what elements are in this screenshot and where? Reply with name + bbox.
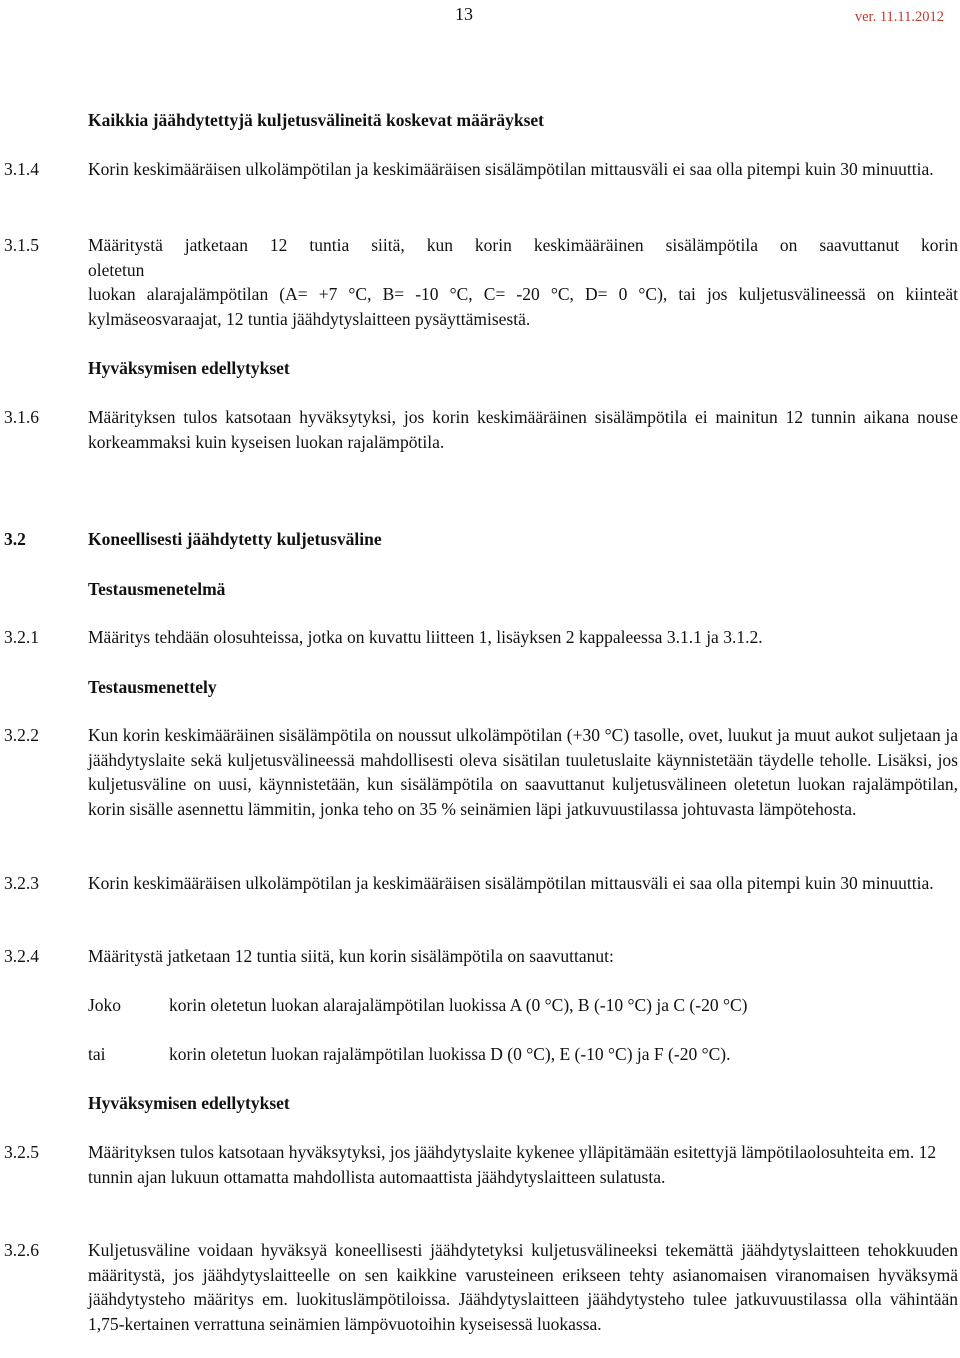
clause-number-3-1-6: 3.1.6 [4, 407, 39, 427]
clause-3-2-3 [88, 871, 958, 896]
version-date: ver. 11.11.2012 [854, 9, 944, 25]
clause-text-line3: luokan alarajalämpötilan (A= +7 °C, B= -10 °C, C= -20 °C, D= 0 °C), tai jos kuljetusvälineessä on kiinteät kylmäseosvaraajat, 12 tuntia jäähdytyslaitteen pysäyttämisestä. [88, 284, 958, 329]
section-title-3-2: Koneellisesti jäähdytetty kuljetusväline [88, 529, 382, 549]
page-number: 13 [455, 4, 473, 24]
acceptance-heading-1: Hyväksymisen edellytykset [88, 358, 290, 378]
clause-number-3-2-1: 3.2.1 [4, 627, 39, 647]
clause-text: Määrityksen tulos katsotaan hyväksytyksi, jos jäähdytyslaite kykenee ylläpitämään esitettyjä lämpötilaolosuhteita em. 12 tunnin ajan lukuun ottamatta mahdollista automaattista jäähdytyslaitteen sulatusta. [88, 1142, 937, 1187]
section-number-3-2: 3.2 [4, 529, 26, 549]
clause-text: Määritys tehdään olosuhteissa, jotka on kuvattu liitteen 1, lisäyksen 2 kappaleessa 3.1.1 ja 3.1.2. [88, 627, 763, 647]
clause-3-1-4 [88, 157, 958, 182]
test-method-heading: Testausmenetelmä [88, 579, 226, 599]
clause-number-3-2-2: 3.2.2 [4, 725, 39, 745]
clause-number-3-2-6: 3.2.6 [4, 1240, 39, 1260]
option-label-joko: Joko [88, 995, 122, 1015]
clause-3-2-1 [88, 625, 958, 650]
clause-text: Kuljetusväline voidaan hyväksyä koneellisesti jäähdytetyksi kuljetusvälineeksi tekemättä jäähdytyslaitteen tehokkuuden määritystä, jos jäähdytyslaitteelle on sen kaikkine varusteineen erikseen tehty asianomaisen viranomaisen hyväksymä jäähdytysteho määritys em. luokituslämpötiloissa. Jäähdytyslaitteen jäähdytysteho tulee jatkuvuustilassa olla vähintään 1,75-kertainen verrattuna seinämien lämpövuotoihin kyseisessä luokassa. [88, 1240, 958, 1334]
clause-number-3-1-4: 3.1.4 [4, 159, 39, 179]
test-procedure-heading: Testausmenettely [88, 677, 217, 697]
clause-text: Korin keskimääräisen ulkolämpötilan ja keskimääräisen sisälämpötilan mittausväli ei saa olla pitempi kuin 30 minuuttia. [88, 873, 934, 893]
clause-text-line1: Määritystä jatketaan 12 tuntia siitä, kun korin keskimääräinen sisälämpötila on saavuttanut korin [88, 235, 958, 255]
option-text-tai: korin oletetun luokan rajalämpötilan luokissa D (0 °C), E (-10 °C) ja F (-20 °C). [169, 1044, 731, 1064]
clause-text: Määritystä jatketaan 12 tuntia siitä, kun korin sisälämpötila on saavuttanut: [88, 946, 614, 966]
clause-3-2-4 [88, 944, 958, 969]
option-label-tai: tai [88, 1044, 106, 1064]
clause-number-3-2-5: 3.2.5 [4, 1142, 39, 1162]
clause-text: Määrityksen tulos katsotaan hyväksytyksi, jos korin keskimääräinen sisälämpötila ei mainitun 12 tunnin aikana nouse korkeammaksi kuin kyseisen luokan rajalämpötila. [88, 407, 958, 452]
acceptance-heading-2: Hyväksymisen edellytykset [88, 1093, 290, 1113]
section-title: Kaikkia jäähdytettyjä kuljetusvälineitä koskevat määräykset [88, 110, 544, 130]
clause-3-1-5 [88, 233, 958, 331]
clause-text: Korin keskimääräisen ulkolämpötilan ja keskimääräisen sisälämpötilan mittausväli ei saa olla pitempi kuin 30 minuuttia. [88, 159, 934, 179]
clause-number-3-2-3: 3.2.3 [4, 873, 39, 893]
option-text-joko: korin oletetun luokan alarajalämpötilan luokissa A (0 °C), B (-10 °C) ja C (-20 °C) [169, 995, 748, 1015]
clause-text-line2: oletetun [88, 259, 145, 280]
clause-number-3-1-5: 3.1.5 [4, 235, 39, 255]
clause-3-2-5 [88, 1140, 958, 1189]
clause-text: Kun korin keskimääräinen sisälämpötila on noussut ulkolämpötilan (+30 °C) tasolle, ovet, luukut ja muut aukot suljetaan ja jäähdytyslaite sekä kuljetusvälineessä mahdollisesti oleva sisätilan tuuletuslaite käynnistetään täydelle teholle. Lisäksi, jos kuljetusväline on uusi, käynnistetään, kun sisälämpötila on saavuttanut kuljetusvälineen oletetun luokan rajalämpötilan, korin sisälle asennettu lämmitin, jonka teho on 35 % seinämien läpi jatkuvuustilassa johtuvasta lämpötehosta. [88, 725, 958, 819]
clause-number-3-2-4: 3.2.4 [4, 946, 39, 966]
clause-3-2-2 [88, 723, 958, 821]
clause-3-1-6 [88, 405, 958, 454]
clause-3-2-6 [88, 1238, 958, 1336]
